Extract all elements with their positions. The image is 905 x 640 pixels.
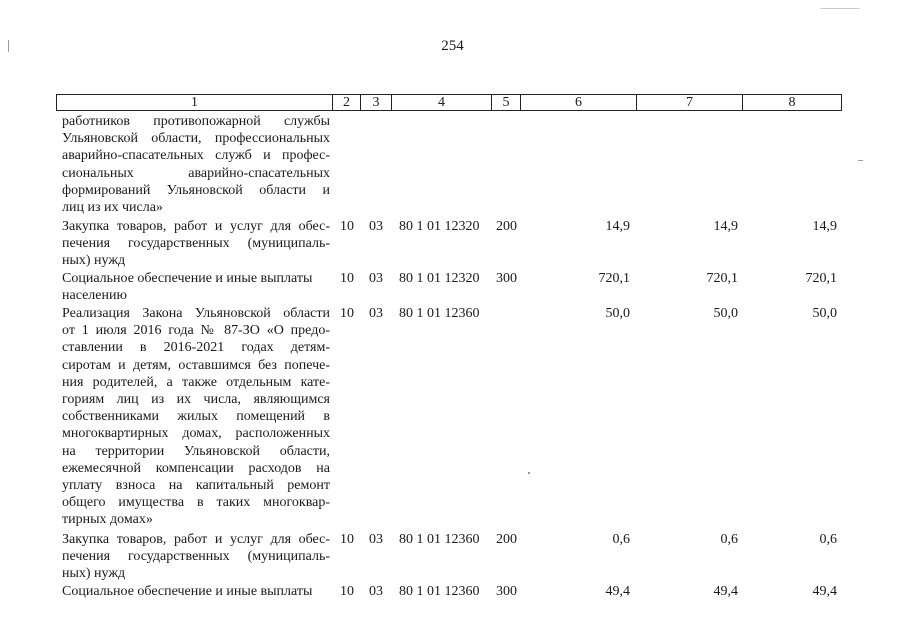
desc-line: ежемесячной компенсации расходов на: [62, 460, 330, 476]
cell-section: 10: [340, 219, 354, 234]
cell-section: 10: [340, 306, 354, 321]
cell-expense-type: 300: [496, 584, 517, 599]
row-description: [62, 270, 330, 304]
header-col-8: 8: [743, 94, 842, 111]
desc-line: лиц из их числа»: [62, 200, 163, 216]
header-col-3: 3: [361, 94, 392, 111]
desc-line: формирований Ульяновской области и: [62, 182, 330, 198]
header-col-2: 2: [333, 94, 361, 111]
cell-amount-col7: 720,1: [706, 271, 738, 286]
desc-line: ния родителей, а также отдельным кате-: [62, 374, 330, 390]
desc-line: Закупка товаров, работ и услуг для обес-: [62, 532, 330, 547]
scan-mark: [528, 472, 530, 474]
header-col-1: 1: [56, 94, 333, 111]
cell-amount-col6: 49,4: [605, 584, 630, 599]
cell-amount-col7: 14,9: [713, 219, 738, 234]
row-description: [62, 113, 330, 216]
desc-line: от 1 июля 2016 года № 87-ЗО «О предо-: [62, 323, 330, 339]
desc-line: печения государственных (муниципаль-: [62, 236, 330, 252]
desc-line: ных) нужд: [62, 253, 126, 269]
desc-line: ставлении в 2016-2021 годах детям-: [62, 340, 330, 356]
cell-target-code: 80 1 01 12320: [399, 271, 480, 286]
cell-expense-type: 200: [496, 219, 517, 234]
desc-line: Реализация Закона Ульяновской области: [62, 306, 330, 321]
desc-line: населению: [62, 288, 127, 304]
desc-line: уплату взноса на капитальный ремонт: [62, 478, 330, 494]
header-col-5: 5: [492, 94, 521, 111]
cell-target-code: 80 1 01 12360: [399, 584, 480, 599]
desc-line: печения государственных (муниципаль-: [62, 549, 330, 565]
cell-subsection: 03: [369, 584, 383, 599]
desc-line: аварийно-спасательных служб и профес-: [62, 148, 330, 164]
desc-line: сиротам и детям, оставшимся без попече-: [62, 357, 330, 373]
row-description: [62, 218, 330, 270]
cell-amount-col7: 49,4: [713, 584, 738, 599]
desc-line: ных) нужд: [62, 566, 126, 582]
cell-amount-col8: 50,0: [812, 306, 837, 321]
cell-expense-type: 200: [496, 532, 517, 547]
desc-line: собственниками жилых помещений в: [62, 409, 330, 425]
desc-line: Социальное обеспечение и иные выплаты: [62, 271, 313, 286]
cell-target-code: 80 1 01 12360: [399, 306, 480, 321]
header-col-7: 7: [637, 94, 743, 111]
scan-mark: [8, 40, 9, 52]
desc-line: общего имущества в таких многоквар-: [62, 495, 330, 511]
scan-mark: [858, 160, 863, 161]
desc-line: сиональных аварийно-спасательных: [62, 165, 330, 181]
desc-line: многоквартирных домах, расположенных: [62, 426, 330, 442]
row-description: [62, 305, 330, 529]
cell-subsection: 03: [369, 219, 383, 234]
row-description: [62, 583, 330, 600]
cell-amount-col8: 49,4: [812, 584, 837, 599]
cell-target-code: 80 1 01 12360: [399, 532, 480, 547]
cell-section: 10: [340, 532, 354, 547]
row-description: [62, 531, 330, 583]
desc-line: на территории Ульяновской области,: [62, 443, 330, 459]
desc-line: Социальное обеспечение и иные выплаты: [62, 584, 313, 599]
scan-mark: [820, 8, 860, 9]
cell-amount-col6: 14,9: [605, 219, 630, 234]
cell-amount-col6: 50,0: [605, 306, 630, 321]
cell-amount-col8: 720,1: [805, 271, 837, 286]
cell-amount-col7: 0,6: [720, 532, 738, 547]
desc-line: гориям лиц из их числа, являющимся: [62, 392, 330, 408]
desc-line: Закупка товаров, работ и услуг для обес-: [62, 219, 330, 234]
cell-subsection: 03: [369, 306, 383, 321]
page-number: 254: [441, 38, 464, 54]
cell-subsection: 03: [369, 271, 383, 286]
cell-amount-col8: 0,6: [819, 532, 837, 547]
cell-section: 10: [340, 271, 354, 286]
cell-expense-type: 300: [496, 271, 517, 286]
cell-target-code: 80 1 01 12320: [399, 219, 480, 234]
desc-line: работников противопожарной службы: [62, 114, 330, 129]
header-col-6: 6: [521, 94, 637, 111]
cell-amount-col7: 50,0: [713, 306, 738, 321]
desc-line: Ульяновской области, профессиональных: [62, 131, 330, 147]
header-col-4: 4: [392, 94, 492, 111]
cell-amount-col8: 14,9: [812, 219, 837, 234]
desc-line: тирных домах»: [62, 512, 153, 528]
cell-amount-col6: 0,6: [612, 532, 630, 547]
cell-subsection: 03: [369, 532, 383, 547]
cell-section: 10: [340, 584, 354, 599]
cell-amount-col6: 720,1: [598, 271, 630, 286]
